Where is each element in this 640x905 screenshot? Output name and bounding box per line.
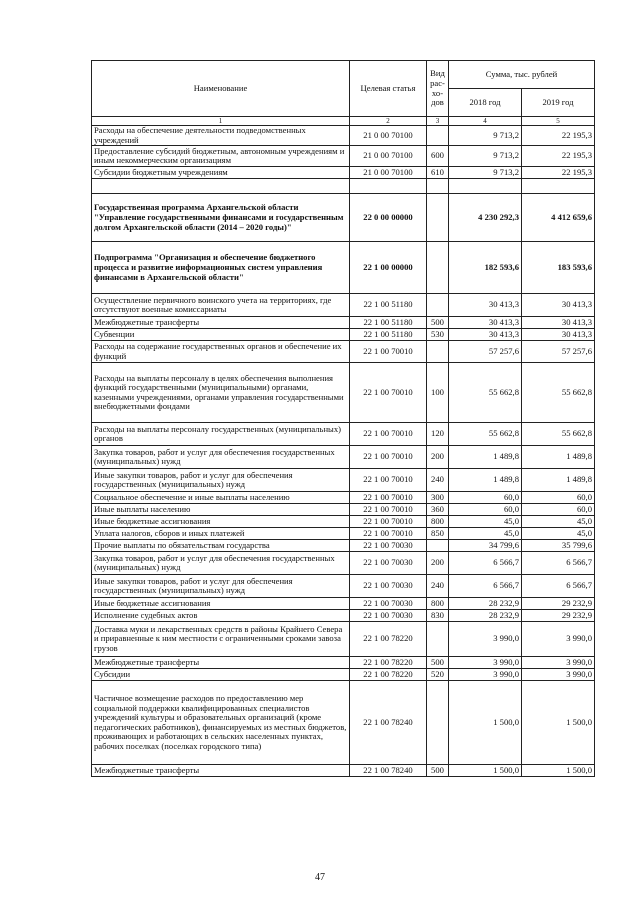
row-name-cell: Осуществление первичного воинского учета на территориях, где отсутствуют военные комиссариаты bbox=[92, 294, 350, 317]
row-target-article-cell: 21 0 00 70100 bbox=[350, 146, 427, 167]
row-sum-2018-cell: 182 593,6 bbox=[449, 242, 522, 294]
header-year-2019: 2019 год bbox=[522, 89, 595, 117]
row-sum-2018-cell: 9 713,2 bbox=[449, 146, 522, 167]
row-sum-2019-cell: 22 195,3 bbox=[522, 146, 595, 167]
row-target-article-cell: 22 1 00 70030 bbox=[350, 598, 427, 610]
row-sum-2019-cell: 1 500,0 bbox=[522, 681, 595, 765]
table-row bbox=[92, 669, 595, 681]
row-target-article-cell: 22 0 00 00000 bbox=[350, 194, 427, 242]
table-row bbox=[92, 765, 595, 777]
row-name-cell: Расходы на содержание государственных органов и обеспечение их функций bbox=[92, 341, 350, 363]
row-target-article-cell: 22 1 00 70010 bbox=[350, 363, 427, 423]
row-expense-type-cell: 100 bbox=[427, 363, 449, 423]
table-row bbox=[92, 329, 595, 341]
column-number: 5 bbox=[522, 117, 595, 126]
row-name-cell bbox=[92, 179, 350, 194]
row-name-cell: Субсидии bbox=[92, 669, 350, 681]
column-number: 4 bbox=[449, 117, 522, 126]
row-name-cell: Социальное обеспечение и иные выплаты населению bbox=[92, 492, 350, 504]
table-spacer-row bbox=[92, 179, 595, 194]
row-sum-2019-cell: 30 413,3 bbox=[522, 317, 595, 329]
row-expense-type-cell: 520 bbox=[427, 669, 449, 681]
table-row bbox=[92, 126, 595, 146]
row-sum-2019-cell: 35 799,6 bbox=[522, 540, 595, 552]
row-expense-type-cell bbox=[427, 540, 449, 552]
row-target-article-cell: 22 1 00 00000 bbox=[350, 242, 427, 294]
row-target-article-cell: 22 1 00 70030 bbox=[350, 552, 427, 575]
row-name-cell: Межбюджетные трансферты bbox=[92, 765, 350, 777]
row-target-article-cell: 22 1 00 78240 bbox=[350, 765, 427, 777]
table-row bbox=[92, 242, 595, 294]
row-name-cell: Предоставление субсидий бюджетным, автономным учреждениям и иным некоммерческим организациям bbox=[92, 146, 350, 167]
row-target-article-cell: 21 0 00 70100 bbox=[350, 126, 427, 146]
row-name-cell: Закупка товаров, работ и услуг для обеспечения государственных (муниципальных) нужд bbox=[92, 552, 350, 575]
row-expense-type-cell bbox=[427, 681, 449, 765]
row-name-cell: Иные закупки товаров, работ и услуг для обеспечения государственных (муниципальных) нужд bbox=[92, 575, 350, 598]
row-name-cell: Субвенции bbox=[92, 329, 350, 341]
row-expense-type-cell: 500 bbox=[427, 765, 449, 777]
row-name-cell: Расходы на выплаты персоналу государственных (муниципальных) органов bbox=[92, 423, 350, 446]
row-sum-2019-cell: 6 566,7 bbox=[522, 575, 595, 598]
row-expense-type-cell bbox=[427, 194, 449, 242]
row-target-article-cell: 22 1 00 70010 bbox=[350, 528, 427, 540]
row-expense-type-cell: 500 bbox=[427, 657, 449, 669]
header-year-2018: 2018 год bbox=[449, 89, 522, 117]
row-sum-2018-cell: 1 489,8 bbox=[449, 446, 522, 469]
table-row bbox=[92, 317, 595, 329]
row-name-cell: Государственная программа Архангельской области "Управление государственными финансами и государственным долгом Архангельской области (2014 – 2020 годы)" bbox=[92, 194, 350, 242]
row-expense-type-cell bbox=[427, 242, 449, 294]
row-target-article-cell: 22 1 00 70010 bbox=[350, 492, 427, 504]
page-number: 47 bbox=[315, 872, 325, 883]
table-row bbox=[92, 341, 595, 363]
row-target-article-cell: 22 1 00 70010 bbox=[350, 469, 427, 492]
table-row bbox=[92, 194, 595, 242]
row-expense-type-cell: 800 bbox=[427, 598, 449, 610]
row-expense-type-cell: 830 bbox=[427, 610, 449, 622]
row-expense-type-cell bbox=[427, 126, 449, 146]
row-sum-2018-cell: 30 413,3 bbox=[449, 294, 522, 317]
row-sum-2018-cell: 45,0 bbox=[449, 528, 522, 540]
row-name-cell: Доставка муки и лекарственных средств в районы Крайнего Севера и приравненные к ним местности с ограниченными сроками завоза грузов bbox=[92, 622, 350, 657]
row-sum-2019-cell: 1 489,8 bbox=[522, 469, 595, 492]
row-sum-2019-cell: 60,0 bbox=[522, 492, 595, 504]
row-target-article-cell: 22 1 00 70010 bbox=[350, 423, 427, 446]
row-sum-2018-cell bbox=[449, 179, 522, 194]
row-sum-2019-cell: 1 500,0 bbox=[522, 765, 595, 777]
row-name-cell: Частичное возмещение расходов по предоставлению мер социальной поддержки квалифицированных специалистов учреждений культуры и образовательных организаций (кроме педагогических работников), финансируемых из местных бюджетов, проживающих и работающих в сельских населенных пунктах, рабочих поселках (поселках городского типа) bbox=[92, 681, 350, 765]
row-expense-type-cell bbox=[427, 294, 449, 317]
row-sum-2019-cell: 22 195,3 bbox=[522, 126, 595, 146]
table-row bbox=[92, 575, 595, 598]
row-sum-2019-cell: 57 257,6 bbox=[522, 341, 595, 363]
table-row bbox=[92, 516, 595, 528]
row-sum-2018-cell: 4 230 292,3 bbox=[449, 194, 522, 242]
row-expense-type-cell: 360 bbox=[427, 504, 449, 516]
row-name-cell: Подпрограмма "Организация и обеспечение бюджетного процесса и развитие информационных систем управления финансами в Архангельской области" bbox=[92, 242, 350, 294]
row-expense-type-cell: 610 bbox=[427, 167, 449, 179]
row-expense-type-cell: 200 bbox=[427, 552, 449, 575]
row-expense-type-cell bbox=[427, 622, 449, 657]
row-expense-type-cell: 120 bbox=[427, 423, 449, 446]
row-sum-2019-cell: 3 990,0 bbox=[522, 669, 595, 681]
table-row bbox=[92, 363, 595, 423]
row-name-cell: Межбюджетные трансферты bbox=[92, 657, 350, 669]
row-expense-type-cell: 240 bbox=[427, 575, 449, 598]
table-row bbox=[92, 492, 595, 504]
row-name-cell: Иные выплаты населению bbox=[92, 504, 350, 516]
row-expense-type-cell bbox=[427, 341, 449, 363]
table-row bbox=[92, 469, 595, 492]
row-target-article-cell: 22 1 00 78220 bbox=[350, 669, 427, 681]
row-sum-2019-cell: 6 566,7 bbox=[522, 552, 595, 575]
row-sum-2019-cell bbox=[522, 179, 595, 194]
row-name-cell: Исполнение судебных актов bbox=[92, 610, 350, 622]
row-target-article-cell: 22 1 00 70030 bbox=[350, 610, 427, 622]
row-sum-2018-cell: 57 257,6 bbox=[449, 341, 522, 363]
row-target-article-cell bbox=[350, 179, 427, 194]
row-sum-2018-cell: 60,0 bbox=[449, 492, 522, 504]
column-numbering-row bbox=[92, 117, 595, 126]
table-row bbox=[92, 167, 595, 179]
row-expense-type-cell: 300 bbox=[427, 492, 449, 504]
row-expense-type-cell: 600 bbox=[427, 146, 449, 167]
row-target-article-cell: 22 1 00 51180 bbox=[350, 294, 427, 317]
row-expense-type-cell: 240 bbox=[427, 469, 449, 492]
table-row bbox=[92, 423, 595, 446]
row-target-article-cell: 21 0 00 70100 bbox=[350, 167, 427, 179]
header-sum: Сумма, тыс. рублей bbox=[449, 61, 595, 89]
row-sum-2018-cell: 6 566,7 bbox=[449, 552, 522, 575]
row-sum-2019-cell: 55 662,8 bbox=[522, 423, 595, 446]
row-sum-2019-cell: 30 413,3 bbox=[522, 294, 595, 317]
row-sum-2019-cell: 3 990,0 bbox=[522, 657, 595, 669]
table-row bbox=[92, 610, 595, 622]
row-sum-2019-cell: 45,0 bbox=[522, 528, 595, 540]
budget-table bbox=[91, 60, 595, 777]
table-row bbox=[92, 146, 595, 167]
header-expense-type: Вид рас- хо- дов bbox=[427, 61, 449, 117]
row-sum-2018-cell: 60,0 bbox=[449, 504, 522, 516]
row-sum-2018-cell: 1 500,0 bbox=[449, 765, 522, 777]
row-sum-2018-cell: 28 232,9 bbox=[449, 598, 522, 610]
row-name-cell: Закупка товаров, работ и услуг для обеспечения государственных (муниципальных) нужд bbox=[92, 446, 350, 469]
row-name-cell: Субсидии бюджетным учреждениям bbox=[92, 167, 350, 179]
row-name-cell: Уплата налогов, сборов и иных платежей bbox=[92, 528, 350, 540]
row-sum-2019-cell: 30 413,3 bbox=[522, 329, 595, 341]
row-sum-2018-cell: 55 662,8 bbox=[449, 423, 522, 446]
row-target-article-cell: 22 1 00 78220 bbox=[350, 622, 427, 657]
row-sum-2019-cell: 4 412 659,6 bbox=[522, 194, 595, 242]
row-name-cell: Прочие выплаты по обязательствам государства bbox=[92, 540, 350, 552]
row-sum-2018-cell: 3 990,0 bbox=[449, 622, 522, 657]
column-number: 1 bbox=[92, 117, 350, 126]
row-name-cell: Расходы на обеспечение деятельности подведомственных учреждений bbox=[92, 126, 350, 146]
row-sum-2018-cell: 30 413,3 bbox=[449, 317, 522, 329]
row-sum-2019-cell: 29 232,9 bbox=[522, 610, 595, 622]
table-row bbox=[92, 528, 595, 540]
row-sum-2018-cell: 3 990,0 bbox=[449, 657, 522, 669]
row-sum-2019-cell: 22 195,3 bbox=[522, 167, 595, 179]
table-row bbox=[92, 540, 595, 552]
row-target-article-cell: 22 1 00 70030 bbox=[350, 575, 427, 598]
row-sum-2018-cell: 45,0 bbox=[449, 516, 522, 528]
row-sum-2019-cell: 60,0 bbox=[522, 504, 595, 516]
row-sum-2019-cell: 29 232,9 bbox=[522, 598, 595, 610]
row-target-article-cell: 22 1 00 70030 bbox=[350, 540, 427, 552]
row-name-cell: Расходы на выплаты персоналу в целях обеспечения выполнения функций государственными (муниципальными) органами, казенными учреждениями, органами управления государственными внебюджетными фондами bbox=[92, 363, 350, 423]
row-name-cell: Иные закупки товаров, работ и услуг для обеспечения государственных (муниципальных) нужд bbox=[92, 469, 350, 492]
row-sum-2019-cell: 55 662,8 bbox=[522, 363, 595, 423]
row-name-cell: Иные бюджетные ассигнования bbox=[92, 598, 350, 610]
row-sum-2018-cell: 30 413,3 bbox=[449, 329, 522, 341]
row-sum-2019-cell: 1 489,8 bbox=[522, 446, 595, 469]
header-name: Наименование bbox=[92, 61, 350, 117]
table-row bbox=[92, 294, 595, 317]
table-row bbox=[92, 622, 595, 657]
row-target-article-cell: 22 1 00 70010 bbox=[350, 504, 427, 516]
row-sum-2018-cell: 34 799,6 bbox=[449, 540, 522, 552]
row-name-cell: Межбюджетные трансферты bbox=[92, 317, 350, 329]
row-sum-2018-cell: 6 566,7 bbox=[449, 575, 522, 598]
row-sum-2018-cell: 3 990,0 bbox=[449, 669, 522, 681]
row-sum-2019-cell: 45,0 bbox=[522, 516, 595, 528]
row-sum-2018-cell: 9 713,2 bbox=[449, 126, 522, 146]
row-target-article-cell: 22 1 00 70010 bbox=[350, 516, 427, 528]
table-row bbox=[92, 446, 595, 469]
row-expense-type-cell: 500 bbox=[427, 317, 449, 329]
column-number: 2 bbox=[350, 117, 427, 126]
row-target-article-cell: 22 1 00 70010 bbox=[350, 446, 427, 469]
row-sum-2018-cell: 28 232,9 bbox=[449, 610, 522, 622]
row-expense-type-cell: 200 bbox=[427, 446, 449, 469]
table-body bbox=[92, 126, 595, 777]
header-target-article: Целевая статья bbox=[350, 61, 427, 117]
row-sum-2018-cell: 9 713,2 bbox=[449, 167, 522, 179]
row-name-cell: Иные бюджетные ассигнования bbox=[92, 516, 350, 528]
row-target-article-cell: 22 1 00 51180 bbox=[350, 317, 427, 329]
row-expense-type-cell: 800 bbox=[427, 516, 449, 528]
row-target-article-cell: 22 1 00 70010 bbox=[350, 341, 427, 363]
row-sum-2019-cell: 3 990,0 bbox=[522, 622, 595, 657]
table-row bbox=[92, 681, 595, 765]
row-expense-type-cell bbox=[427, 179, 449, 194]
row-sum-2019-cell: 183 593,6 bbox=[522, 242, 595, 294]
row-sum-2018-cell: 1 489,8 bbox=[449, 469, 522, 492]
row-expense-type-cell: 850 bbox=[427, 528, 449, 540]
row-sum-2018-cell: 55 662,8 bbox=[449, 363, 522, 423]
table-row bbox=[92, 552, 595, 575]
row-target-article-cell: 22 1 00 51180 bbox=[350, 329, 427, 341]
table-row bbox=[92, 504, 595, 516]
row-target-article-cell: 22 1 00 78240 bbox=[350, 681, 427, 765]
table-row bbox=[92, 657, 595, 669]
row-expense-type-cell: 530 bbox=[427, 329, 449, 341]
table-row bbox=[92, 598, 595, 610]
row-sum-2018-cell: 1 500,0 bbox=[449, 681, 522, 765]
column-number: 3 bbox=[427, 117, 449, 126]
row-target-article-cell: 22 1 00 78220 bbox=[350, 657, 427, 669]
